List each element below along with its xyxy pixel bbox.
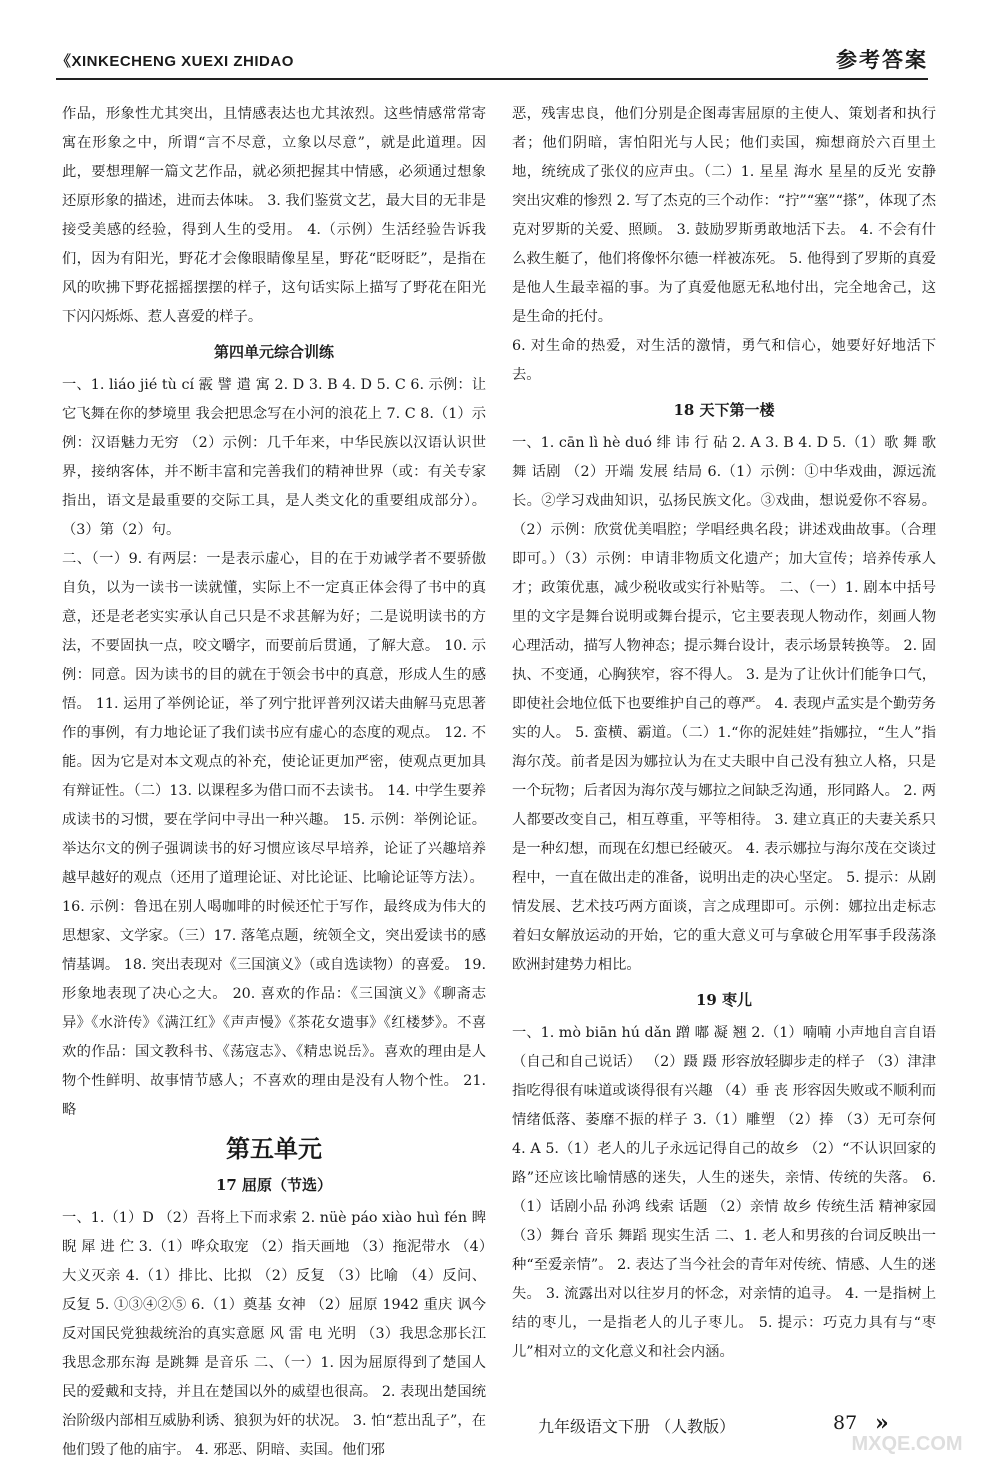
answer-paragraph: 作品，形象性尤其突出，且情感表达也尤其浓烈。这些情感常常寄寓在形象之中，所谓“言不尽意，立象以尽意”，就是此道理。因此，要想理解一篇文艺作品，就必须把握其中情感，必须通过想象还原形象的描述，进而去体味。 3. 我们鉴赏文艺，最大目的无非是接受美感的经验，得到人生的受用。 4.（示例）生活经验告诉我们，因为有阳光，野花才会像眼睛像星星，野花“眨呀眨”，是指在风的吹拂下野花摇摇摆摆的样子，这句话实际上描写了野花在阳光下闪闪烁烁、惹人喜爱的样子。 bbox=[62, 106, 486, 325]
page-header bbox=[56, 40, 928, 84]
left-column bbox=[62, 100, 486, 1465]
answer-paragraph: 一、1. cān lì hè duó 绯 讳 行 砧 2. A 3. B 4. D 5.（1）歌 舞 歌舞 话剧 （2）开端 发展 结局 6.（1）示例：①中华戏曲，源远流长。②学习戏曲知识，弘扬民族文化。③戏曲，想说爱你不容易。（2）示例：欣赏优美唱腔；学唱经典名段；讲述戏曲故事。（合理即可。）（3）示例：申请非物质文化遗产；加大宣传；培养传承人才；政策优惠，减少税收或实行补贴等。 二、（一）1. 剧本中括号里的文字是舞台说明或舞台提示，它主要表现人物动作，刻画人物心理活动，描写人物神态；提示舞台设计，表示场景转换等。 2. 固执、不变通，心胸狭窄，容不得人。 3. 是为了让伙计们能争口气，即使社会地位低下也要维护自己的尊严。 4. 表现卢孟实是个勤劳务实的人。 5. 蛮横、霸道。（二）1.“你的泥娃娃”指娜拉，“生人”指海尔茂。前者是因为娜拉认为在丈夫眼中自己没有独立人格，只是一个玩物；后者因为海尔茂与娜拉之间缺乏沟通，形同路人。 2. 两人都要改变自己，相互尊重，平等相待。 3. 建立真正的夫妻关系只是一种幻想，而现在幻想已经破灭。 4. 表示娜拉与海尔茂在交谈过程中，一直在做出走的准备，说明出走的决心坚定。 5. 提示：从剧情发展、艺术技巧两方面谈，言之成理即可。示例：娜拉出走标志着妇女解放运动的开始，它的重大意义可与拿破仑用军事手段荡涤欧洲封建势力相比。 bbox=[512, 435, 936, 973]
lesson-heading: 19 枣儿 bbox=[695, 991, 753, 1009]
page-number: 87 bbox=[833, 1412, 858, 1434]
answer-paragraph: 二、（一）9. 有两层：一是表示虚心，目的在于劝诫学者不要骄傲自负，以为一读书一读就懂，实际上不一定真正体会得了书中的真意，还是老老实实承认自己只是不求甚解为好；二是说明读书的方法，不要固执一点，咬文嚼字，而要前后贯通，了解大意。 10. 示例：同意。因为读书的目的就在于领会书中的真意，形成人生的感悟。 11. 运用了举例论证，举了列宁批评普列汉诺夫曲解马克思著作的事例，有力地论证了我们读书应有虚心的态度的观点。 12. 不能。因为它是对本文观点的补充，使论证更加严密，使观点更加具有辩证性。（二）13. 以课程多为借口而不去读书。 14. 中学生要养成读书的习惯，要在学问中寻出一种兴趣。 15. 示例：举例论证。举达尔文的例子强调读书的好习惯应该尽早培养，论证了兴趣培养越早越好的观点（还用了道理论证、对比论证、比喻论证等方法）。 bbox=[62, 551, 486, 886]
right-column bbox=[512, 100, 936, 1367]
unit-heading: 第五单元 bbox=[226, 1134, 322, 1163]
answer-paragraph: 一、1. liáo jié tù cí 霰 譬 遣 寓 2. D 3. B 4. D 5. C 6. 示例：让它飞舞在你的梦境里 我会把思念写在小河的浪花上 7. C 8.（1）示例：汉语魅力无穷 （2）示例：几千年来，中华民族以汉语认识世界，接纳客体，并不断丰富和完善我们的精神世界（或：有关专家指出，语文是最重要的交际工具，是人类文化的重要组成部分）。（3）第（2）句。 bbox=[62, 377, 486, 538]
svg-text:MXQE.COM: MXQE.COM bbox=[851, 1433, 963, 1455]
section-heading: 第四单元综合训练 bbox=[213, 343, 334, 361]
series-title: 《XINKECHENG XUEXI ZHIDAO bbox=[56, 53, 294, 70]
next-arrow-icon: » bbox=[875, 1410, 889, 1436]
watermark-logo bbox=[822, 1420, 992, 1465]
answer-paragraph: 一、1. mò biān hú dǎn 蹭 嘟 凝 翘 2.（1）喃喃 小声地自言自语（自己和自己说话） （2）蹑 蹑 形容放轻脚步走的样子 （3）津津 指吃得很有味道或谈得很有兴趣 （4）垂 丧 形容因失败或不顺利而情绪低落、萎靡不振的样子 3.（1）雕塑 （2）捧 （3）无可奈何 4. A 5.（1）老人的儿子永远记得自己的故乡 （2）“不认识回家的路”还应该比喻情感的迷失，人生的迷失，亲情、传统的失落。 6.（1）话剧小品 孙鸿 线索 话题 （2）亲情 故乡 传统生活 精神家园 （3）舞台 音乐 舞蹈 现实生活 二、1. 老人和男孩的台词反映出一种“至爱亲情”。 2. 表达了当今社会的青年对传统、情感、人生的迷失。 3. 流露出对以往岁月的怀念，对亲情的追寻。 4. 一是指树上结的枣儿，一是指老人的儿子枣儿。 5. 提示：巧克力具有与“枣儿”相对立的文化意义和社会内涵。 bbox=[512, 1025, 936, 1360]
lesson-heading: 17 屈原（节选） bbox=[215, 1176, 333, 1194]
answer-paragraph: 6. 对生命的热爱，对生活的激情，勇气和信心，她要好好地活下去。 bbox=[512, 338, 936, 383]
lesson-heading: 18 天下第一楼 bbox=[673, 401, 775, 419]
answer-paragraph: 一、1.（1）D （2）吾将上下而求索 2. nüè páo xiào huì fén 睥睨 犀 进 伫 3.（1）哗众取宠 （2）指天画地 （3）拖泥带水 （4）大义灭亲 4.（1）排比、比拟 （2）反复 （3）比喻 （4）反问、反复 5. ①③④②⑤ 6.（1）奠基 女神 （2）屈原 1942 重庆 讽今 反对国民党独裁统治的真实意愿 风 雷 电 光明 （3）我思念那长江 我思念那东海 是跳舞 是音乐 二、（一）1. 因为屈原得到了楚国人民的爱戴和支持，并且在楚国以外的威望也很高。 2. 表现出楚国统治阶级内部相互威胁利诱、狼狈为奸的状况。 3. 怕“惹出乱子”，在他们毁了他的庙宇。 4. 邪恶、阴暗、卖国。他们邪 bbox=[62, 1210, 486, 1458]
header-rule bbox=[56, 78, 928, 80]
answer-paragraph: 恶，残害忠良，他们分别是企图毒害屈原的主使人、策划者和执行者；他们阴暗，害怕阳光与人民；他们卖国，痴想商於六百里土地，统统成了张仪的应声虫。（二）1. 星星 海水 星星的反光 安静 突出灾难的惨烈 2. 写了杰克的三个动作：“拧”“塞”“搽”，体现了杰克对罗斯的关爱、照顾。 3. 鼓励罗斯勇敢地活下去。 4. 不会有什么救生艇了，他们将像怀尔德一样被冻死。 5. 他得到了罗斯的真爱是他人生最幸福的事。为了真爱他愿无私地付出，完全地舍己，这是生命的托付。 bbox=[512, 106, 937, 325]
answer-paragraph: 16. 示例：鲁迅在别人喝咖啡的时候还忙于写作，最终成为伟大的思想家、文学家。（三）17. 落笔点题，统领全文，突出爱读书的感情基调。 18. 突出表现对《三国演义》（或自选读物）的喜爱。 19. 形象地表现了决心之大。 20. 喜欢的作品：《三国演义》《聊斋志异》《水浒传》《满江红》《声声慢》《茶花女遗事》《红楼梦》。不喜欢的作品：国文教科书、《荡寇志》、《精忠说岳》。喜欢的理由是人物个性鲜明、故事情节感人；不喜欢的理由是没有人物个性。 21. 略 bbox=[62, 899, 486, 1118]
section-title: 参考答案 bbox=[836, 47, 928, 72]
book-title: 九年级语文下册 （人教版） bbox=[538, 1417, 736, 1436]
